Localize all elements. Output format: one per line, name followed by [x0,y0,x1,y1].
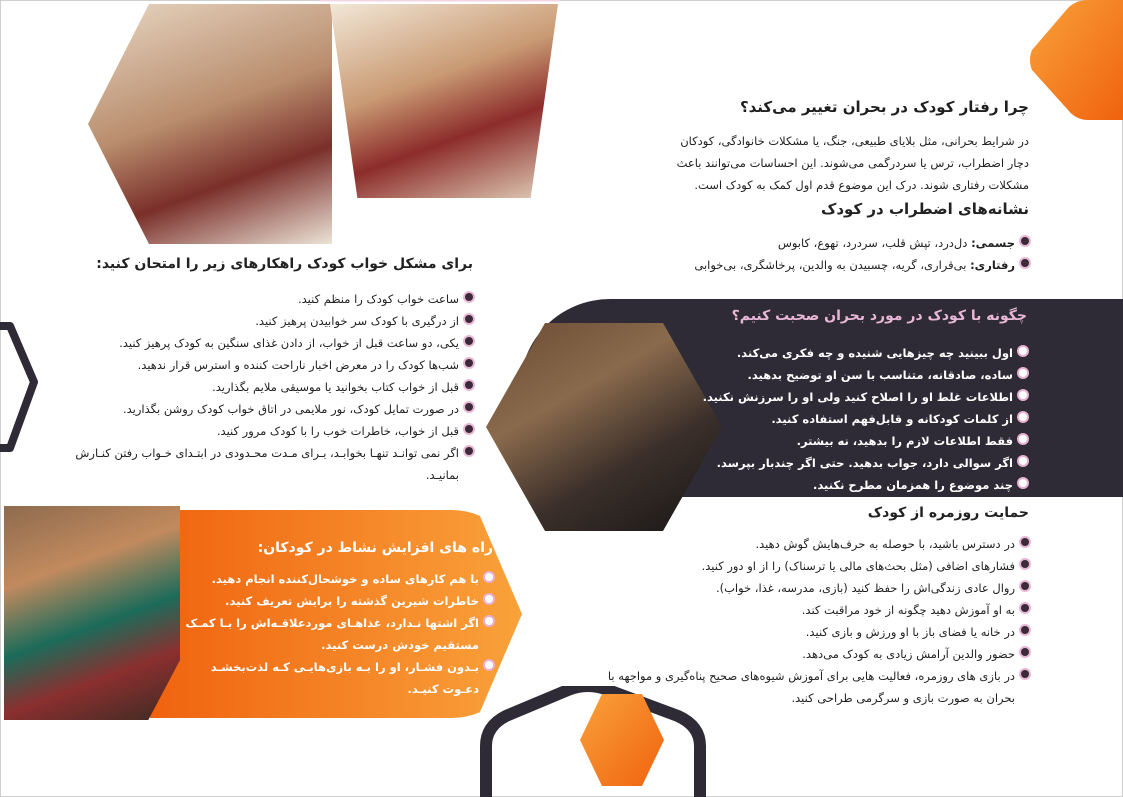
daily-support-title: حمایت روزمره از کودک [867,505,1029,521]
sign-label-physical: جسمی: [971,236,1015,250]
list-item: اگر سوالی دارد، جواب بدهید. حتی اگر چندبار بپرسد. [647,452,1027,474]
activity-section-title: راه های افزایش نشاط در کودکان: [257,540,493,556]
list-item: با هم کارهای ساده و خوشحال‌کننده انجام دهید. [183,568,493,590]
list-item: از کلمات کودکانه و قابل‌فهم استفاده کنید. [647,408,1027,430]
list-item: بـدون فشـار، او را بـه بازی‌هایـی کـه لذت‌بخشـد دعـوت کنیـد. [183,656,493,700]
toddler-with-toy-photo [330,4,558,198]
list-item: در صورت تمایل کودک، نور ملایمی در اتاق خواب کودک روشن بگذارید. [73,398,473,420]
sign-text: دل‌درد، تپش قلب، سردرد، تهوع، کابوس [777,236,972,250]
list-item: ساده، صادقانه، متناسب با سن او توضیح بدهید. [647,364,1027,386]
dark-hexagon-outline-left [0,322,40,452]
list-item: خاطرات شیرین گذشته را برایش تعریف کنید. [183,590,493,612]
talk-section-title: چگونه با کودک در مورد بحران صحبت کنیم؟ [731,308,1027,324]
list-item: اطلاعات غلط او را اصلاح کنید ولی او را سرزنش نکنید. [647,386,1027,408]
list-item: در دسترس باشید، با حوصله به حرف‌هایش گوش دهید. [589,533,1029,555]
list-item: فشارهای اضافی (مثل بحث‌های مالی یا ترسناک) را از او دور کنید. [589,555,1029,577]
list-item: اگر نمی توانـد تنهـا بخوابـد، بـرای مـدت محـدودی در ابتـدای خـواب رفتن کنـارش بمانیـد. [73,442,473,486]
activity-list [183,568,493,700]
why-section-title: چرا رفتار کودک در بحران تغییر می‌کند؟ [739,98,1029,116]
signs-list [669,232,1029,276]
two-children-photo [4,506,180,720]
list-item: یکی، دو ساعت قبل از خواب، از دادن غذای سنگین به کودک پرهیز کنید. [73,332,473,354]
orange-hexagon-top-right [1028,0,1123,120]
list-item: چند موضوع را همزمان مطرح نکنید. [647,474,1027,496]
why-section-body: در شرایط بحرانی، مثل بلایای طبیعی، جنگ، یا مشکلات خانوادگی، کودکان دچار اضطراب، ترس یا سردرگمی می‌شوند. این احساسات می‌توانند باعث مشکلات رفتاری شوند. درک این موضوع قدم اول کمک به کودک است. [676,134,1029,192]
list-item: اگر اشتها نـدارد، غذاهـای موردعلاقـه‌اش را بـا کمـک مستقیم خودش درست کنید. [183,612,493,656]
list-item: فقط اطلاعات لازم را بدهید، نه بیشتر. [647,430,1027,452]
daily-support-list [589,533,1029,709]
list-item: به او آموزش دهید چگونه از خود مراقبت کند. [589,599,1029,621]
talk-list [647,342,1027,496]
sign-text: بی‌قراری، گریه، چسبیدن به والدین، پرخاشگری، بی‌خوابی [694,258,971,272]
list-item [669,232,1029,254]
sign-label-behavioral: رفتاری: [970,258,1015,272]
signs-section-title: نشانه‌های اضطراب در کودک [820,200,1029,218]
sleep-section-title: برای مشکل خواب کودک راهکارهای زیر را امتحان کنید: [96,256,473,272]
list-item: اول ببینید چه چیزهایی شنیده و چه فکری می‌کند. [647,342,1027,364]
list-item: از درگیری با کودک سر خوابیدن پرهیز کنید. [73,310,473,332]
list-item: در خانه یا فضای باز با او ورزش و بازی کنید. [589,621,1029,643]
list-item: قبل از خواب کتاب بخوانید یا موسیقی ملایم بگذارید. [73,376,473,398]
list-item: در بازی های روزمره، فعالیت هایی برای آموزش شیوه‌های صحیح پناه‌گیری و مواجهه با بحران به صورت بازی و سرگرمی طراحی کنید. [589,665,1029,709]
sleep-list [73,288,473,486]
list-item: روال عادی زندگی‌اش را حفظ کنید (بازی، مدرسه، غذا، خواب). [589,577,1029,599]
list-item [669,254,1029,276]
list-item: شب‌ها کودک را در معرض اخبار ناراحت کننده و استرس قرار ندهید. [73,354,473,376]
list-item: حضور والدین آرامش زیادی به کودک می‌دهد. [589,643,1029,665]
list-item: ساعت خواب کودک را منظم کنید. [73,288,473,310]
list-item: قبل از خواب، خاطرات خوب را با کودک مرور کنید. [73,420,473,442]
